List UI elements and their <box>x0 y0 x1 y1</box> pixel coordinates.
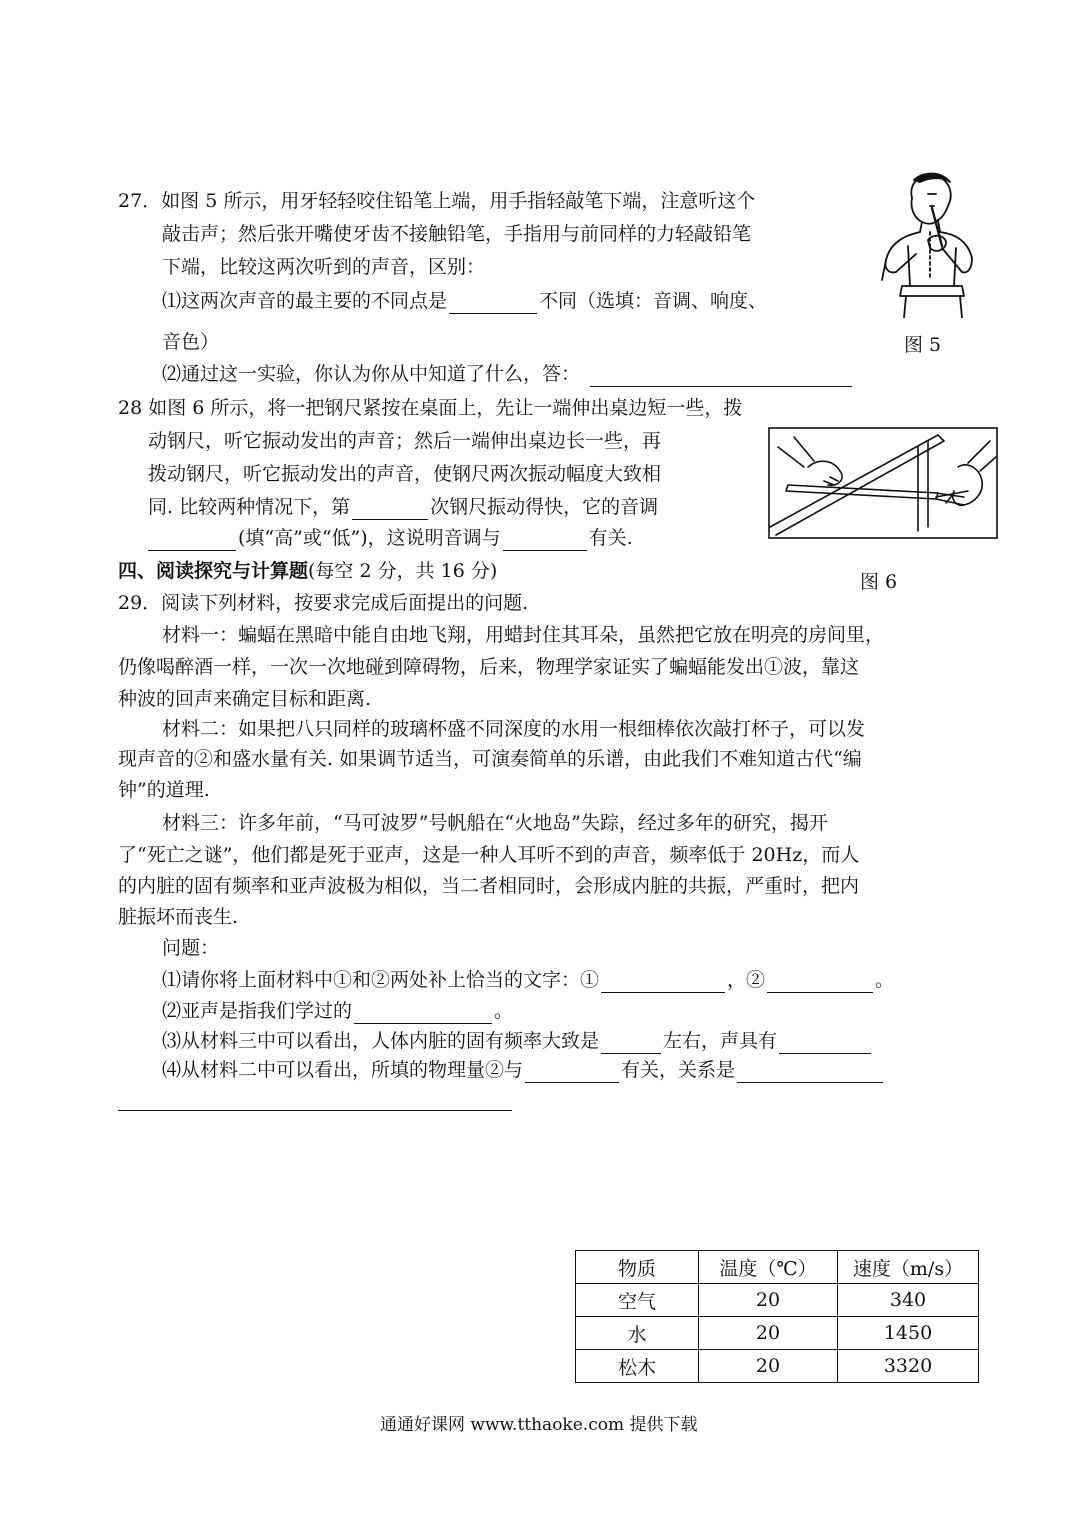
section-4-title: 四、阅读探究与计算题 <box>118 560 309 582</box>
q28-line-3: 拨动钢尺，听它振动发出的声音，使钢尺两次振动幅度大致相 <box>148 463 662 485</box>
q29-question-1-suffix: 。 <box>875 969 895 991</box>
q29-question-2-suffix: 。 <box>494 1000 514 1022</box>
q28-line-4-prefix: 同. 比较两种情况下，第 <box>148 496 351 518</box>
table-cell: 20 <box>699 1284 838 1317</box>
q28-line-2: 动钢尺，听它振动发出的声音；然后一端伸出桌边长一些，再 <box>148 430 662 452</box>
table-header-cell: 温度（℃） <box>699 1251 838 1284</box>
q28-answer-blank-1[interactable] <box>352 499 428 520</box>
q29-answer-blank-4[interactable] <box>601 1033 661 1054</box>
figure-5-illustration <box>872 168 982 318</box>
q27-answer-blank-2[interactable] <box>590 366 852 387</box>
q27-part-2 <box>162 361 854 387</box>
q29-answer-blank-3[interactable] <box>354 1003 492 1024</box>
q29-question-4-prefix: ⑷从材料二中可以看出，所填的物理量②与 <box>162 1059 524 1081</box>
q28-line-5-suffix: 有关. <box>588 527 633 549</box>
q28-line-4-suffix: 次钢尺振动得快，它的音调 <box>430 496 659 518</box>
q27-line-1: 27．如图 5 所示，用牙轻轻咬住铅笔上端，用手指轻敲笔下端，注意听这个 <box>118 190 756 212</box>
section-4-note: (每空 2 分，共 16 分) <box>308 560 498 582</box>
q27-answer-blank-1[interactable] <box>449 293 537 314</box>
q29-answer-blank-6[interactable] <box>525 1062 619 1083</box>
table-cell: 20 <box>699 1350 838 1383</box>
q29-material-3-line-4: 脏振坏而丧生. <box>118 906 239 928</box>
q29-question-1-prefix: ⑴请你将上面材料中①和②两处补上恰当的文字：① <box>162 969 600 991</box>
q29-question-label: 问题： <box>162 937 220 959</box>
q29-answer-blank-7[interactable] <box>737 1062 883 1083</box>
table-header-row <box>576 1251 979 1284</box>
q29-material-1-line-2: 仍像喝醉酒一样，一次一次地碰到障碍物，后来，物理学家证实了蝙蝠能发出①波，靠这 <box>118 656 860 678</box>
q29-answer-blank-1[interactable] <box>601 972 725 993</box>
q27-part-2-text: ⑵通过这一实验，你认为你从中知道了什么，答： <box>162 363 581 385</box>
q29-question-3 <box>162 1028 873 1054</box>
q28-line-1: 28 如图 6 所示，将一把钢尺紧按在桌面上，先让一端伸出桌边短一些，拨 <box>118 397 743 419</box>
table-row <box>576 1317 979 1350</box>
table-cell: 20 <box>699 1317 838 1350</box>
q29-material-2-line-1: 材料二：如果把八只同样的玻璃杯盛不同深度的水用一根细棒依次敲打杯子，可以发 <box>162 718 866 740</box>
table-cell: 松木 <box>576 1350 699 1383</box>
q27-line-3: 下端，比较这两次听到的声音，区别： <box>162 256 486 278</box>
q29-intro: 29．阅读下列材料，按要求完成后面提出的问题. <box>118 592 529 614</box>
q28-line-5-middle: (填“高”或“低”)，这说明音调与 <box>238 527 501 549</box>
sound-speed-table <box>575 1250 979 1383</box>
q29-material-1-line-3: 种波的回声来确定目标和距离. <box>118 688 372 710</box>
section-4-heading <box>118 558 497 584</box>
q29-material-2-line-2: 现声音的②和盛水量有关. 如果调节适当，可演奏简单的乐谱，由此我们不难知道古代“编 <box>118 748 862 770</box>
q27-part-1-prefix: ⑴这两次声音的最主要的不同点是 <box>162 290 448 312</box>
q29-material-3-line-1: 材料三：许多年前，“马可波罗”号帆船在“火地岛”失踪，经过多年的研究，揭开 <box>162 812 828 834</box>
figure-6-caption: 图 6 <box>860 571 898 593</box>
q27-part-1-suffix: 不同（选填：音调、响度、 <box>539 290 768 312</box>
q29-question-2 <box>162 998 513 1024</box>
q28-line-5 <box>148 525 633 551</box>
table-row <box>576 1350 979 1383</box>
q28-answer-blank-3[interactable] <box>503 530 587 551</box>
q28-answer-blank-2[interactable] <box>148 530 236 551</box>
q27-line-2: 敲击声；然后张开嘴使牙齿不接触铅笔，手指用与前同样的力轻敲铅笔 <box>162 223 752 245</box>
figure-5-caption: 图 5 <box>904 334 942 356</box>
table-cell: 1450 <box>838 1317 979 1350</box>
q29-answer-blank-5[interactable] <box>779 1033 871 1054</box>
q29-material-2-line-3: 钟”的道理. <box>118 779 210 801</box>
q29-material-1-line-1: 材料一：蝙蝠在黑暗中能自由地飞翔，用蜡封住其耳朵，虽然把它放在明亮的房间里， <box>162 624 885 646</box>
q29-material-3-line-3: 的内脏的固有频率和亚声波极为相似，当二者相同时，会形成内脏的共振，严重时，把内 <box>118 875 860 897</box>
q29-question-1 <box>162 967 894 993</box>
table-cell: 340 <box>838 1284 979 1317</box>
q29-question-3-prefix: ⑶从材料三中可以看出，人体内脏的固有频率大致是 <box>162 1030 600 1052</box>
table-header-cell: 物质 <box>576 1251 699 1284</box>
table-cell: 水 <box>576 1317 699 1350</box>
q27-part-1 <box>162 288 767 314</box>
q29-answer-continuation-line[interactable] <box>118 1110 512 1111</box>
q29-question-4-middle: 有关，关系是 <box>621 1059 736 1081</box>
q29-material-3-line-2: 了“死亡之谜”，他们都是死于亚声，这是一种人耳听不到的声音，频率低于 20Hz，而人 <box>118 844 860 866</box>
table-row <box>576 1284 979 1317</box>
q29-question-4 <box>162 1057 885 1083</box>
q29-question-1-middle: ，② <box>727 969 766 991</box>
figure-6-illustration <box>768 427 998 539</box>
q29-question-3-middle: 左右，声具有 <box>663 1030 778 1052</box>
table-cell: 3320 <box>838 1350 979 1383</box>
table-cell: 空气 <box>576 1284 699 1317</box>
q28-line-4 <box>148 494 658 520</box>
table-header-cell: 速度（m/s） <box>838 1251 979 1284</box>
q27-part-1-continued: 音色） <box>162 331 220 353</box>
q29-answer-blank-2[interactable] <box>767 972 873 993</box>
page-footer: 通通好课网 www.tthaoke.com 提供下载 <box>380 1415 698 1435</box>
q29-question-2-prefix: ⑵亚声是指我们学过的 <box>162 1000 353 1022</box>
